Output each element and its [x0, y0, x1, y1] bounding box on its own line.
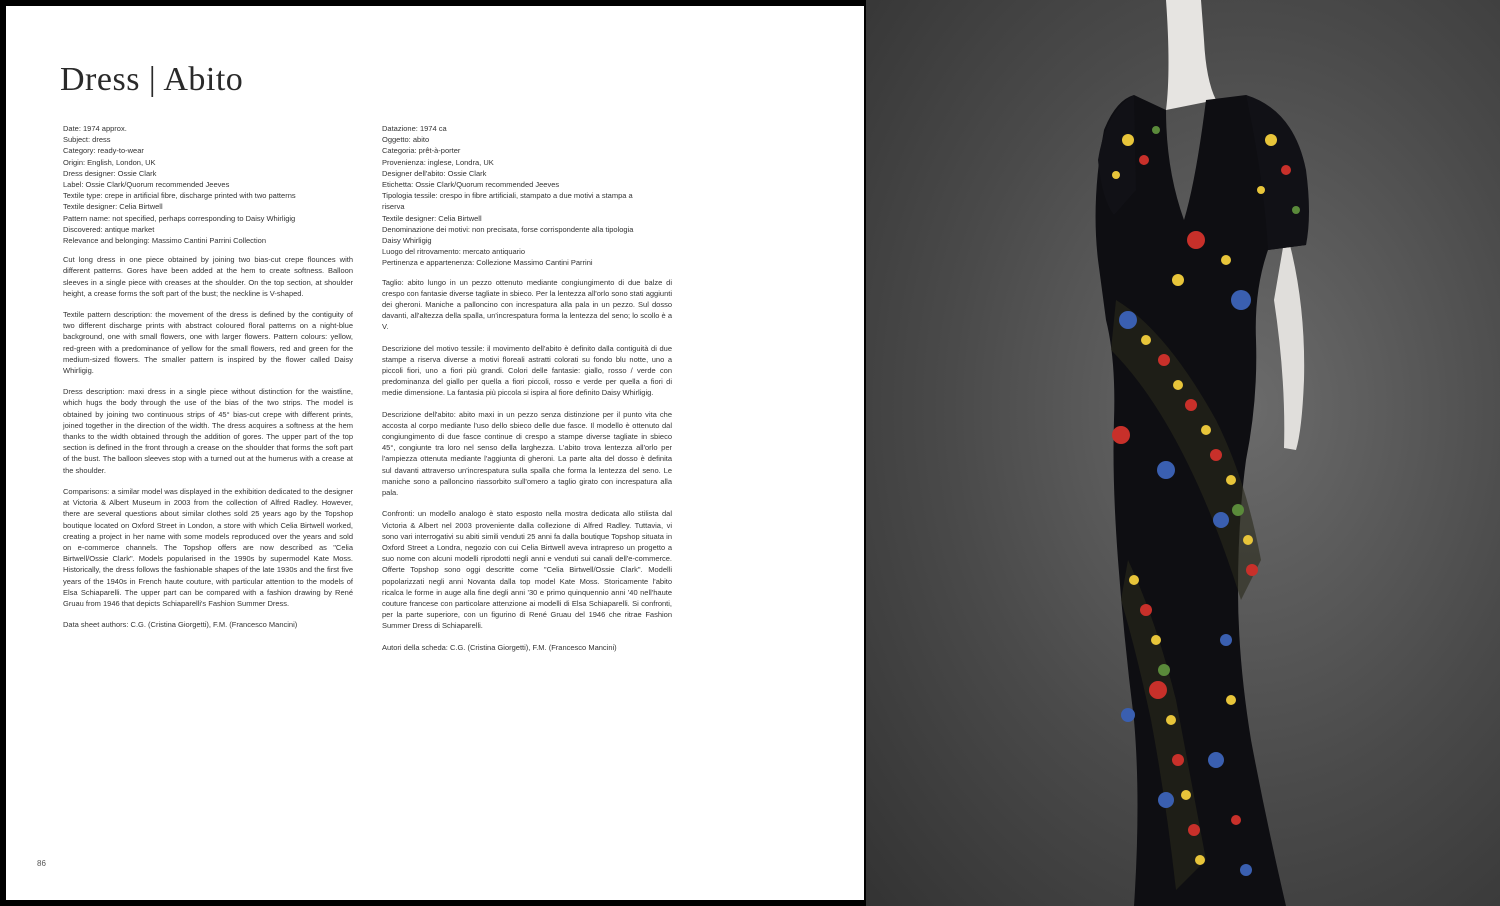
dress-description-paragraph: Descrizione dell'abito: abito maxi in un pezzo senza distinzione per il punto vita che accosta al corpo mediante l'uso dello sbieco delle due fasce. Il modello è ottenuto dal congiungimento di due fasce continue di crespo a stampe diverse tagliate in sbieco 45°, congiunte tra loro nel senso della larghezza. L'abito trova lentezza all'orlo per l'ampiezza ottenuta mediante l'aggiunta di gheroni. La parte alta del dosso è definita sul davanti attraverso un'increspatura sulla spalla che forma la lentezza del seno. Le maniche sono a palloncino riassorbito sull'omero a taglio girato con increspatura alla pala.: [382, 409, 672, 498]
meta-line: Provenienza: inglese, Londra, UK: [382, 157, 494, 167]
textile-description-paragraph: Textile pattern description: the movement of the dress is defined by the contiguity of two different discharge prints with abstract coloured floral patterns on a night-blue background, one with small flowers, one with larger flowers. Pattern colours: yellow, red-green with a predominance of yellow for the small flowers, red and green for the medium-sized flowers. The smaller pattern is inspired by the flower called Daisy Whirligig.: [63, 310, 353, 376]
meta-line: Textile type: crepe in artificial fibre, discharge printed with two patterns: [63, 191, 296, 201]
italian-metadata: [382, 123, 672, 269]
meta-line: Categoria: prêt-à-porter: [382, 146, 461, 156]
meta-line: Etichetta: Ossie Clark/Quorum recommended Jeeves: [382, 180, 560, 190]
page-title: Dress | Abito: [60, 61, 244, 98]
meta-line: Textile designer: Celia Birtwell: [382, 213, 482, 223]
meta-line: Label: Ossie Clark/Quorum recommended Jeeves: [63, 180, 230, 190]
comparisons-paragraph: Confronti: un modello analogo è stato esposto nella mostra dedicata allo stilista dal Victoria & Albert nel 2003 proveniente dalla collezione di Alfred Radley. Tuttavia, vi sono vari interrogativi su abiti simili venduti 25 anni fa dalla boutique Topshop situata in Oxford Street a Londra, negozio con cui Celia Birtwell aveva intrapreso un progetto a suo nome con alcuni modelli riprodotti negli anni e venduti sui canali dell'e-commerce. Offerte Topshop sono oggi descritte come "Celia Birtwell/Ossie Clark". Modelli popolarizzati negli anni Novanta dalla top model Kate Moss. Storicamente l'abito ricalca le forme in auge alla fine degli anni '30 e primo quinquennio anni '40 nell'haute couture francese con particolare attenzione ai modelli di Elsa Schiaparelli. Si confronti, per la parte superiore, con un figurino di René Gruau del 1946 che ritrae Fashion Summer Dress di Schiaparelli.: [382, 509, 672, 631]
meta-line: Denominazione dei motivi: non precisata, forse corrispondente alla tipologia: [382, 224, 634, 234]
meta-line: Daisy Whirligig: [382, 236, 432, 246]
meta-line: riserva: [382, 202, 405, 212]
cut-paragraph: Cut long dress in one piece obtained by joining two bias-cut crepe flounces with different patterns. Gores have been added at the hem to create softness. Balloon sleeves in a single piece with creases at the shoulder. On the top section, at shoulder height, a crease forms the soft part of the bust; the neckline is V-shaped.: [63, 255, 353, 298]
meta-line: Datazione: 1974 ca: [382, 124, 447, 133]
meta-line: Relevance and belonging: Massimo Cantini Parrini Collection: [63, 236, 267, 246]
meta-line: Luogo del ritrovamento: mercato antiquario: [382, 247, 525, 257]
italian-column: [382, 123, 672, 663]
english-column: [63, 123, 353, 640]
meta-line: Textile designer: Celia Birtwell: [63, 202, 163, 212]
page-number: 86: [37, 859, 46, 868]
meta-line: Pertinenza e appartenenza: Collezione Massimo Cantini Parrini: [382, 258, 593, 268]
meta-line: Origin: English, London, UK: [63, 157, 156, 167]
cut-paragraph: Taglio: abito lungo in un pezzo ottenuto mediante congiungimento di due balze di crespo con fantasie diverse tagliate in sbieco. Per la lentezza all'orlo sono stati aggiunti dei gheroni. Maniche a palloncino con increspatura alla pala in un pezzo. Sul dosso davanti, all'altezza della spalla, un'increspatura forma la lentezza del seno; lo scollo è a V.: [382, 277, 672, 332]
mannequin-arm: [1274, 230, 1304, 450]
mannequin-neck: [1166, 0, 1216, 110]
comparisons-paragraph: Comparisons: a similar model was displayed in the exhibition dedicated to the designer at Victoria & Albert Museum in 2003 from the collection of Alfred Radley. However, there are several questions about similar clothes sold 25 years ago by the Topshop boutique located on Oxford Street in London, a store with which Celia Birtwell worked, creating a project in her name with some models reproduced over the years and sold on e-commerce channels. The Topshop offers are now described as "Celia Birtwell/Ossie Clark". Models popularised in the 1990s by supermodel Kate Moss. Historically, the dress follows the fashionable shapes of the late 1930s and the first five years of the 1940s in French haute couture, with particular attention to the models of Elsa Schiaparelli. The upper part can be compared with a fashion drawing by René Gruau from 1946 that depicts Schiaparelli's Fashion Summer Dress.: [63, 486, 353, 608]
meta-line: Designer dell'abito: Ossie Clark: [382, 168, 487, 178]
left-page: [6, 6, 864, 900]
textile-description-paragraph: Descrizione del motivo tessile: il movimento dell'abito è definito dalla contiguità di due stampe a riserva diverse a motivi floreali astratti colorati su fondo blu notte, uno a piccoli fiori, uno a fiori più grandi. Colori delle fantasie: giallo, rosso / verde con predominanza del giallo per quella a fiori piccoli, rosso e verde per quella a fiori di medie dimensione. La fantasia più piccola si ispira al fiore definito Daisy Whirligig.: [382, 343, 672, 398]
meta-line: Subject: dress: [63, 135, 111, 145]
mannequin-dress-illustration: [866, 0, 1500, 906]
meta-line: Dress designer: Ossie Clark: [63, 168, 157, 178]
meta-line: Date: 1974 approx.: [63, 124, 127, 133]
meta-line: Category: ready-to-wear: [63, 146, 144, 156]
english-metadata: [63, 123, 353, 246]
dress-photo: [866, 0, 1500, 906]
meta-line: Discovered: antique market: [63, 224, 155, 234]
meta-line: Pattern name: not specified, perhaps corresponding to Daisy Whirligig: [63, 213, 296, 223]
authors-line: Autori della scheda: C.G. (Cristina Giorgetti), F.M. (Francesco Mancini): [382, 642, 617, 652]
dress-description-paragraph: Dress description: maxi dress in a single piece without distinction for the waistline, which hugs the body through the use of the bias of the two strips. The model is obtained by joining two continuous strips of 45° bias-cut crepe with different prints, joined together in the direction of the width. The dress acquires a softness at the hem thanks to the width obtained through the addition of gores. The upper part of the top section is defined in the front through a crease on the shoulder that forms the soft part of the bust. The balloon sleeves stop with a turned out at the humerus with a crease at the shoulder.: [63, 387, 353, 475]
meta-line: Oggetto: abito: [382, 135, 430, 145]
meta-line: Tipologia tessile: crespo in fibre artificiali, stampato a due motivi a stampa a: [382, 191, 633, 201]
authors-line: Data sheet authors: C.G. (Cristina Giorgetti), F.M. (Francesco Mancini): [63, 620, 298, 630]
